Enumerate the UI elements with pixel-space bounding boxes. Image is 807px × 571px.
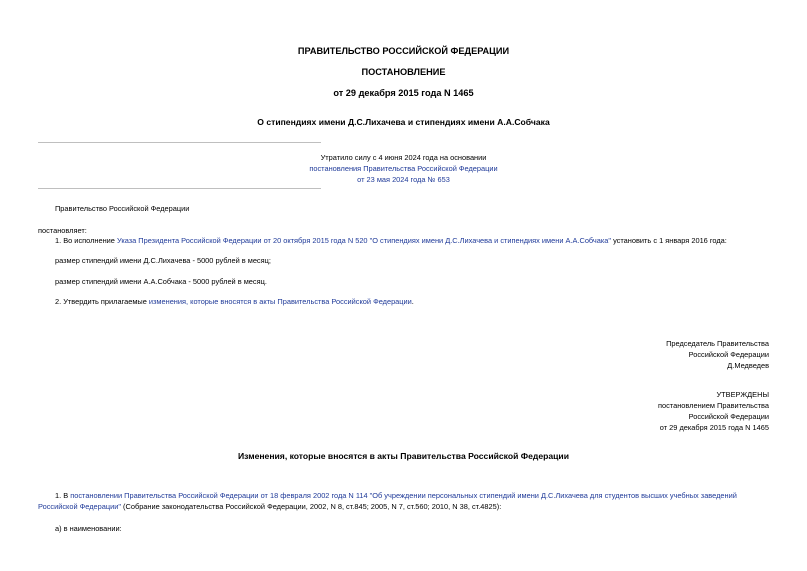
paragraph-2-prefix: 2. Утвердить прилагаемые — [55, 297, 149, 306]
approval-line-3: Российской Федерации — [688, 412, 769, 421]
paragraph-1 — [55, 236, 727, 245]
changes-item-1 — [38, 490, 773, 512]
changes-item-1-suffix: (Собрание законодательства Российской Федерации, 2002, N 8, ст.845; 2005, N 7, ст.560; 2010, N 38, ст.4825): — [121, 502, 502, 511]
paragraph-1-prefix: 1. Во исполнение — [55, 236, 117, 245]
changes-title: Изменения, которые вносятся в акты Правительства Российской Федерации — [237, 451, 569, 461]
status-note-line: Утратило силу с 4 июня 2024 года на основании — [320, 153, 487, 162]
resolution-2002-link[interactable]: постановлении Правительства Российской Федерации от 18 февраля 2002 года N 114 "Об учреждении персональных стипендий имени Д.С.Лихачева для студентов высших учебных заведений Российской Федерации" — [38, 491, 737, 511]
changes-item-1-prefix: 1. В — [55, 491, 71, 500]
signature-name: Д.Медведев — [727, 361, 769, 370]
decree-link[interactable]: Указа Президента Российской Федерации от 20 октября 2015 года N 520 "О стипендиях имени Д.С.Лихачева и стипендиях имени А.А.Собчака" — [116, 236, 612, 245]
approval-line-1: УТВЕРЖДЕНЫ — [716, 390, 769, 399]
paragraph-1-item-b: размер стипендий имени А.А.Собчака - 5000 рублей в месяц. — [55, 277, 267, 286]
body-resolves: постановляет: — [38, 226, 87, 235]
signature-line-2: Российской Федерации — [688, 350, 769, 359]
document-type: ПОСТАНОВЛЕНИЕ — [361, 67, 446, 77]
status-note-link-1[interactable]: постановления Правительства Российской Федерации — [309, 164, 498, 173]
approval-line-2: постановлением Правительства — [658, 401, 769, 410]
signature-block — [666, 338, 769, 371]
paragraph-1-suffix: установить с 1 января 2016 года: — [611, 236, 727, 245]
changes-link[interactable]: изменения, которые вносятся в акты Правительства Российской Федерации — [148, 297, 412, 306]
divider-bottom — [38, 188, 321, 189]
changes-item-1-a: а) в наименовании: — [55, 524, 122, 533]
status-note-link-2[interactable]: от 23 мая 2024 года № 653 — [357, 175, 450, 184]
paragraph-1-item-a: размер стипендий имени Д.С.Лихачева - 5000 рублей в месяц; — [55, 256, 271, 265]
approval-line-4: от 29 декабря 2015 года N 1465 — [659, 423, 769, 432]
paragraph-2-suffix: . — [411, 297, 414, 306]
divider-top — [38, 142, 321, 143]
government-heading: ПРАВИТЕЛЬСТВО РОССИЙСКОЙ ФЕДЕРАЦИИ — [297, 46, 510, 56]
paragraph-2 — [55, 297, 414, 306]
document-date-number: от 29 декабря 2015 года N 1465 — [333, 88, 474, 98]
body-intro: Правительство Российской Федерации — [55, 204, 190, 213]
document-title: О стипендиях имени Д.С.Лихачева и стипендиях имени А.А.Собчака — [257, 117, 550, 127]
signature-line-1: Председатель Правительства — [666, 339, 769, 348]
approval-block — [658, 389, 769, 433]
